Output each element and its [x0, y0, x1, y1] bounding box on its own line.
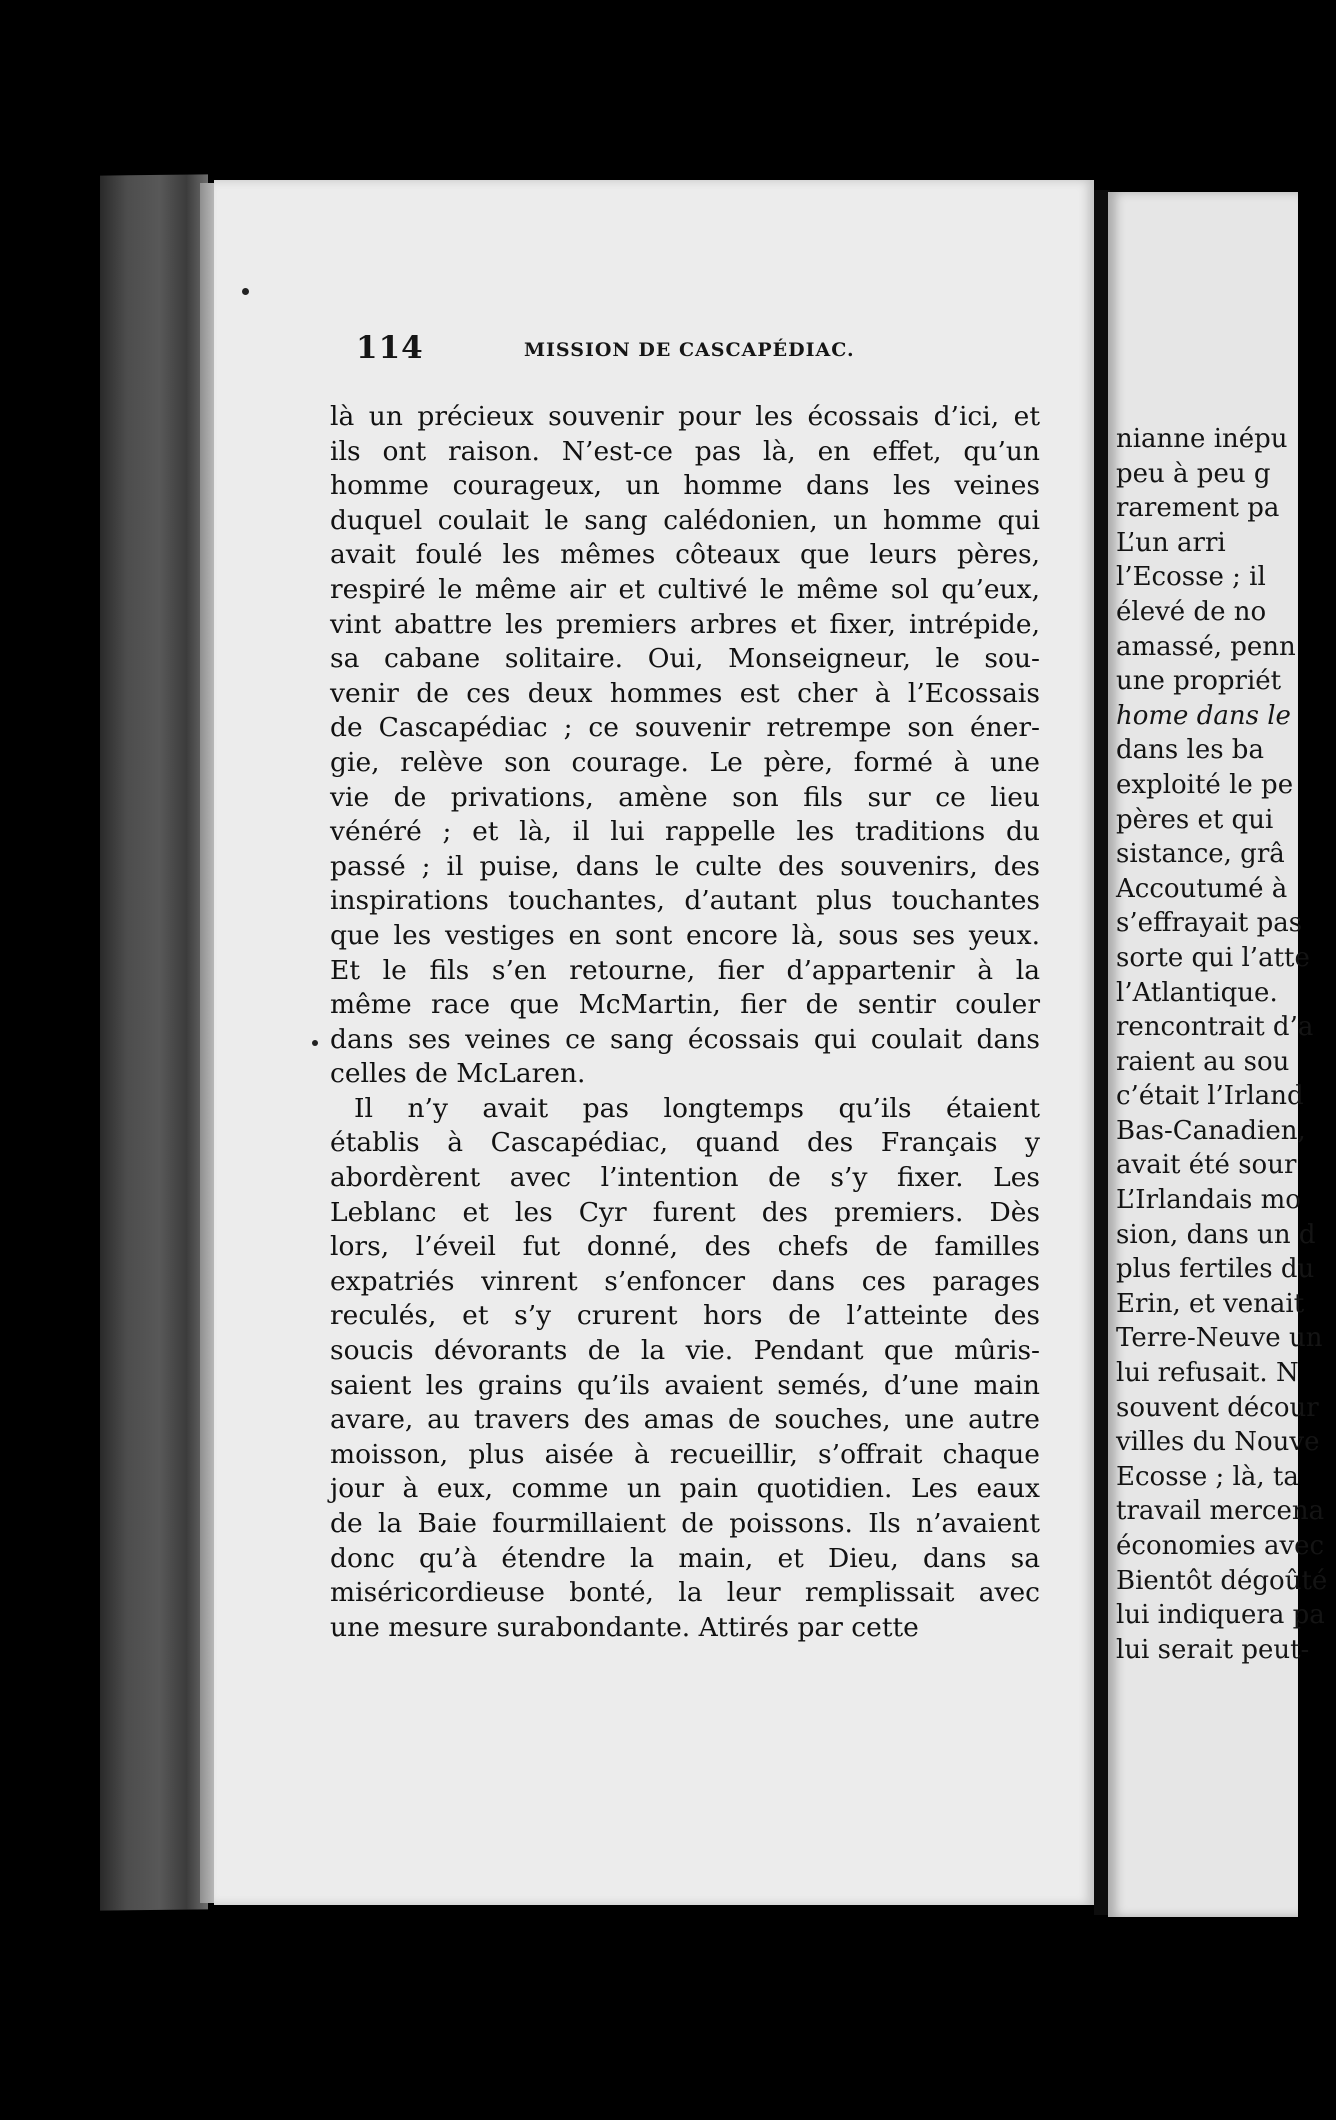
facing-page-text [1116, 422, 1336, 1667]
facing-text-line: Erin, et venait [1116, 1288, 1305, 1319]
facing-text-line: Accoutumé à [1116, 873, 1288, 904]
text-line: expatriés vinrent s’enfoncer dans ces parages [330, 1265, 1040, 1297]
text-line: que les vestiges en sont encore là, sous ses yeux. [330, 919, 1040, 951]
text-line: inspirations touchantes, d’autant plus touchantes [330, 885, 1040, 917]
facing-text-line: rarement pa [1116, 493, 1280, 524]
ink-speck [242, 288, 249, 295]
text-line: soucis dévorants de la vie. Pendant que mûris- [330, 1335, 1040, 1367]
text-line: Et le fils s’en retourne, fier d’appartenir à la [330, 954, 1040, 986]
facing-text-line: rencontrait d’a [1116, 1012, 1314, 1043]
text-line: passé ; il puise, dans le culte des souvenirs, des [330, 850, 1040, 882]
facing-text-line: sistance, grâ [1116, 839, 1285, 870]
text-line: vint abattre les premiers arbres et fixer, intrépide, [330, 608, 1040, 640]
facing-page-clip [1108, 192, 1328, 1917]
text-line: vie de privations, amène son fils sur ce lieu [330, 781, 1040, 813]
page-number: 114 [356, 330, 424, 366]
text-line: saient les grains qu’ils avaient semés, d’une main [330, 1369, 1040, 1401]
facing-text-line: peu à peu g [1116, 458, 1271, 489]
text-line: de la Baie fourmillaient de poissons. Ils n’avaient [330, 1508, 1040, 1539]
facing-text-line: Bas-Canadien, [1116, 1115, 1306, 1146]
facing-text-line: amassé, penn [1116, 631, 1296, 662]
text-line: là un précieux souvenir pour les écossais d’ici, et [330, 401, 1040, 432]
facing-text-line: sion, dans un d [1116, 1219, 1316, 1250]
text-line: venir de ces deux hommes est cher à l’Ecossais [330, 677, 1040, 709]
text-line: Il n’y avait pas longtemps qu’ils étaient [354, 1092, 1040, 1124]
facing-text-line: une propriét [1116, 666, 1282, 697]
text-line: dans ses veines ce sang écossais qui coulait dans [330, 1023, 1040, 1055]
facing-text-line: l’Ecosse ; il [1116, 562, 1266, 593]
ink-speck [312, 1040, 318, 1046]
text-line: établis à Cascapédiac, quand des Français y [330, 1127, 1040, 1159]
facing-text-line: s’effrayait pas [1116, 908, 1303, 939]
facing-text-line: c’était l’Irland [1116, 1081, 1304, 1112]
facing-text-line: L’Irlandais mo [1116, 1185, 1301, 1216]
facing-text-line: travail mercena [1116, 1496, 1325, 1527]
body-text [330, 400, 1040, 1645]
facing-text-line: l’Atlantique. [1116, 977, 1278, 1008]
text-line: abordèrent avec l’intention de s’y fixer. Les [330, 1162, 1040, 1194]
text-line: avait foulé les mêmes côteaux que leurs pères, [330, 539, 1040, 571]
facing-text-line: lui refusait. N [1116, 1358, 1299, 1389]
facing-text-line: avait été sour [1116, 1150, 1297, 1181]
facing-text-line: pères et qui [1116, 804, 1274, 835]
facing-text-line: économies avec [1116, 1531, 1325, 1561]
text-line: moisson, plus aisée à recueillir, s’offrait chaque [330, 1438, 1040, 1470]
text-line: donc qu’à étendre la main, et Dieu, dans sa [330, 1542, 1040, 1574]
facing-text-line: plus fertiles du [1116, 1254, 1315, 1285]
facing-text-line: nianne inépu [1116, 424, 1288, 454]
facing-text-line: lui indiquera pa [1116, 1600, 1325, 1631]
text-line: vénéré ; et là, il lui rappelle les traditions du [330, 816, 1040, 848]
facing-text-line: home dans le [1116, 700, 1291, 731]
text-line: Leblanc et les Cyr furent des premiers. Dès [330, 1196, 1040, 1228]
facing-text-line: raient au sou [1116, 1046, 1290, 1077]
book-spine [100, 174, 208, 1910]
text-line: lors, l’éveil fut donné, des chefs de familles [330, 1231, 1040, 1263]
facing-text-line: L’un arri [1116, 527, 1226, 558]
text-line: une mesure surabondante. Attirés par cette [330, 1611, 919, 1643]
facing-text-line: souvent décour [1116, 1392, 1319, 1423]
text-line: reculés, et s’y crurent hors de l’atteinte des [330, 1300, 1040, 1332]
facing-text-line: lui serait peut- [1116, 1634, 1310, 1665]
facing-text-line: élevé de no [1116, 596, 1267, 627]
text-line: gie, relève son courage. Le père, formé à une [330, 746, 1040, 778]
facing-text-line: dans les ba [1116, 735, 1264, 766]
facing-text-line: exploité le pe [1116, 769, 1294, 800]
text-line: jour à eux, comme un pain quotidien. Les eaux [330, 1473, 1040, 1505]
text-line: sa cabane solitaire. Oui, Monseigneur, le sou- [330, 643, 1040, 675]
text-line: celles de McLaren. [330, 1058, 586, 1090]
facing-text-line: sorte qui l’atte [1116, 942, 1310, 973]
facing-text-line: villes du Nouve [1116, 1427, 1320, 1458]
text-line: respiré le même air et cultivé le même sol qu’eux, [330, 573, 1040, 605]
text-line: de Cascapédiac ; ce souvenir retrempe son éner- [330, 712, 1040, 744]
running-head [356, 330, 876, 378]
text-line: ils ont raison. N’est-ce pas là, en effet, qu’un [330, 435, 1040, 467]
facing-text-line: Bientôt dégoûté [1116, 1565, 1328, 1596]
text-line: miséricordieuse bonté, la leur remplissait avec [330, 1577, 1040, 1609]
text-line: homme courageux, un homme dans les veines [330, 470, 1040, 502]
running-title: MISSION DE CASCAPÉDIAC. [524, 339, 855, 361]
text-line: avare, au travers des amas de souches, une autre [330, 1404, 1040, 1436]
text-line: duquel coulait le sang calédonien, un homme qui [330, 504, 1040, 536]
text-line: même race que McMartin, fier de sentir couler [330, 989, 1040, 1021]
facing-text-line: Terre-Neuve un [1116, 1323, 1323, 1354]
facing-text-line: Ecosse ; là, ta [1116, 1461, 1299, 1492]
